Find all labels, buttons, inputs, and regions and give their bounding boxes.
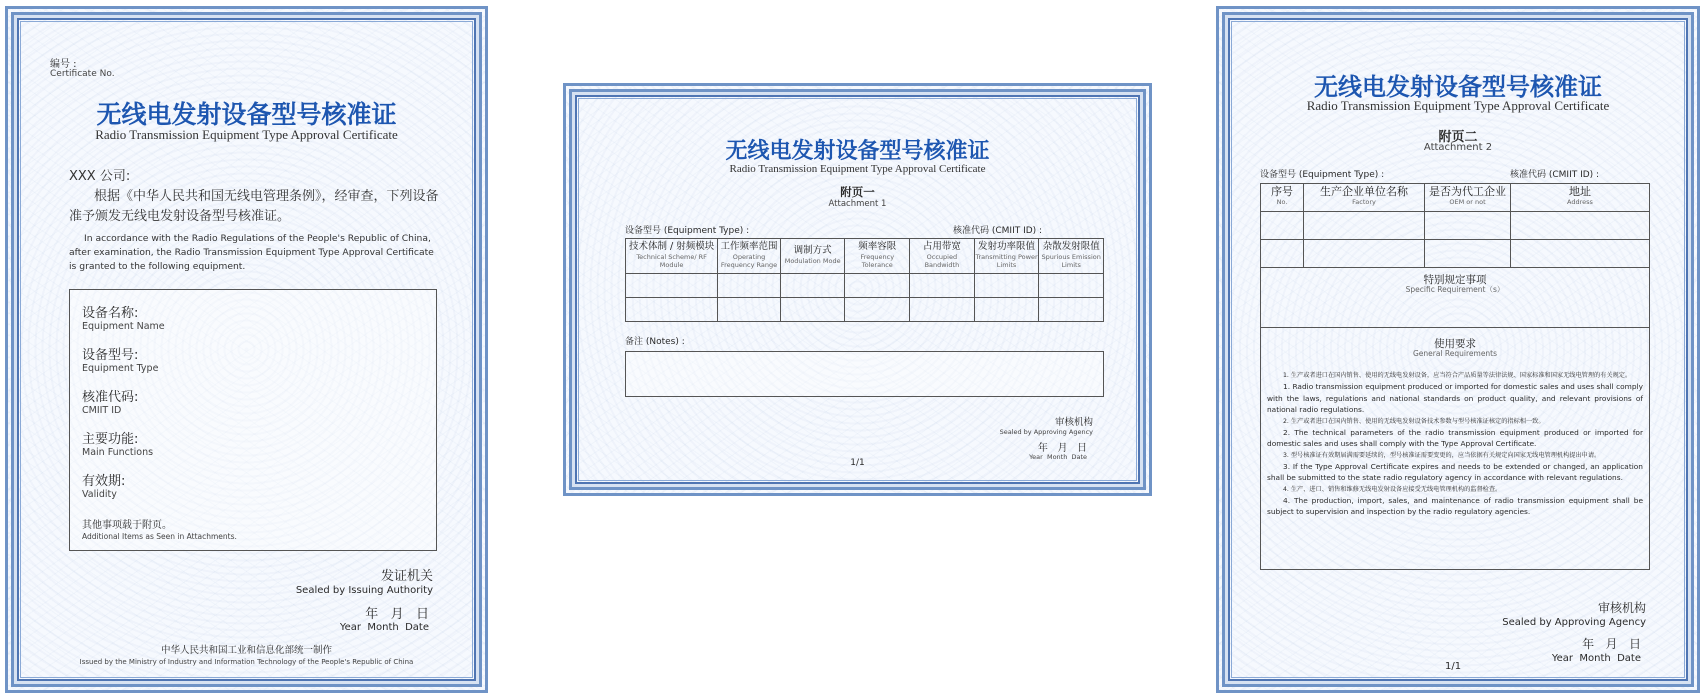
attachment-2-title-en: Radio Transmission Equipment Type Approval Certificate (1306, 98, 1610, 113)
column-header-en: Transmitting Power Limits (975, 253, 1038, 269)
requirement-text: 2. The technical parameters of the radio transmission equipment produced or imported for domestic sales and uses shall comply with the Type Approval Certificate. (1267, 427, 1643, 448)
column-header-en: Frequency Tolerance (860, 253, 895, 269)
requirement-text: 2. 生产或者进口在国内销售、使用的无线电发射设备技术参数与型号核准证核定的指标相一致。 (1283, 417, 1545, 425)
column-header-cn: 生产企业单位名称 (1320, 185, 1408, 198)
attachment-2-sheet (1216, 6, 1700, 693)
attachment-1-sheet (563, 83, 1152, 496)
column-header-cn: 是否为代工企业 (1429, 185, 1506, 198)
special-requirements-title-en: Specific Requirement（s） (1405, 285, 1505, 294)
date-label-en: Year Month Date (1029, 453, 1087, 461)
factory-table (1260, 183, 1650, 570)
attachment-1-subtitle-en: Attachment 1 (828, 199, 887, 209)
column-header (1511, 184, 1650, 212)
column-header (780, 239, 845, 274)
attachment-2-title: 无线电发射设备型号核准证 (1314, 72, 1602, 101)
attachment-1-subtitle: 附页一 (840, 185, 875, 199)
page-number: 1/1 (1445, 661, 1462, 672)
attachment-1-title: 无线电发射设备型号核准证 (725, 138, 990, 164)
approving-agency-label: 审核机构 (1597, 601, 1646, 615)
intro-text-en-1: In accordance with the Radio Regulations of the People's Republic of China, (84, 233, 431, 244)
page-number: 1/1 (850, 458, 865, 468)
requirement-text: 1. 生产或者进口在国内销售、使用的无线电发射设备，应当符合产品质量等法律法规、国家标准和国家无线电管理的有关规定。 (1283, 372, 1632, 379)
issuer-en: Issued by the Ministry of Industry and Information Technology of the People's Republic of China (79, 658, 414, 666)
column-header (1261, 184, 1304, 212)
cmiit-id-label: 核准代码: (82, 390, 139, 405)
column-header-en: Technical Scheme/ RF Module (636, 253, 707, 269)
equipment-info-box (69, 289, 437, 551)
table-row (626, 298, 1104, 322)
notes-box (625, 351, 1104, 397)
column-header-cn: 工作频率范围 (720, 241, 778, 252)
table-row (1261, 212, 1650, 240)
approving-agency-label: 审核机构 (1054, 417, 1093, 428)
column-header-en: Address (1567, 198, 1593, 206)
column-header-cn: 地址 (1569, 185, 1591, 198)
notes-label: 备注 (Notes) : (625, 337, 685, 347)
certificate-no-label-en: Certificate No. (50, 69, 115, 79)
column-header-cn: 发射功率限值 (978, 241, 1036, 252)
column-header (626, 239, 718, 274)
column-header-en: Operating Frequency Range (720, 253, 778, 269)
column-header-cn: 技术体制 / 射频模块 (628, 241, 715, 252)
main-certificate (5, 6, 488, 693)
requirement-text: 1. Radio transmission equipment produced or imported for domestic sales and uses shall comply with the laws, regulations and national standards on product quality, and relevant provisions of national radio regulations. (1267, 382, 1643, 414)
general-requirements-title: 使用要求 (1434, 338, 1476, 350)
column-header (718, 239, 781, 274)
column-header-cn: 调制方式 (793, 245, 832, 256)
equipment-name-label: 设备名称: (82, 306, 139, 321)
requirement-text: 4. The production, import, sales, and maintenance of radio transmission equipment shall be subject to supervision and inspection by the radio regulatory agencies. (1267, 495, 1643, 516)
technical-parameters-table (625, 238, 1104, 322)
issuer-cn: 中华人民共和国工业和信息化部统一制作 (160, 645, 332, 656)
date-label: 年 月 日 (365, 607, 429, 622)
certificate-title: 无线电发射设备型号核准证 (96, 100, 397, 129)
certificate-title-en: Radio Transmission Equipment Type Approval Certificate (95, 127, 398, 142)
requirement-text: 3. 型号核准证有效期届满需要延续的，型号核准证需要变更的，应当依据有关规定向国家无线电管理机构提出申请。 (1283, 451, 1601, 459)
column-header (845, 239, 910, 274)
other-items-note: 其他事项载于附页。 (82, 520, 172, 531)
company-name: XXX 公司: (69, 169, 131, 184)
date-label: 年 月 日 (1582, 637, 1641, 651)
intro-text-en-3: is granted to the following equipment. (69, 261, 246, 272)
intro-text-cn-1: 根据《中华人民共和国无线电管理条例》，经审查，下列设备 (94, 189, 439, 204)
approving-agency-label-en: Sealed by Approving Agency (1502, 617, 1646, 628)
intro-text-cn-2: 准予颁发无线电发射设备型号核准证。 (69, 209, 291, 224)
validity-label-en: Validity (82, 489, 117, 500)
equipment-type-label: 设备型号 (Equipment Type) : (1260, 170, 1385, 180)
column-header-en: Modulation Mode (784, 257, 841, 265)
column-header-en: Occupied Bandwidth (924, 253, 960, 269)
column-header (1425, 184, 1511, 212)
column-header-cn: 杂散发射限值 (1042, 241, 1100, 252)
cmiit-id-label: 核准代码 (CMIIT ID) : (953, 226, 1043, 236)
certificate-no-label: 编号 : (50, 59, 77, 70)
column-header (910, 239, 975, 274)
date-label: 年 月 日 (1037, 443, 1087, 454)
validity-label: 有效期: (82, 474, 126, 489)
general-requirements-title-en: General Requirements (1412, 349, 1498, 358)
attachment-1-title-en: Radio Transmission Equipment Type Approval Certificate (729, 163, 986, 175)
column-header-cn: 序号 (1271, 185, 1293, 198)
column-header (974, 239, 1039, 274)
requirement-text: 4. 生产、进口、销售和维修无线电发射设备应接受无线电管理机构的监督检查。 (1283, 485, 1502, 493)
issuing-authority-label-en: Sealed by Issuing Authority (295, 585, 433, 596)
intro-text-en-2: after examination, the Radio Transmission Equipment Type Approval Certificate (69, 247, 434, 258)
cmiit-id-label: 核准代码 (CMIIT ID) : (1510, 170, 1600, 180)
approving-agency-label-en: Sealed by Approving Agency (999, 428, 1093, 436)
table-header-row (626, 239, 1104, 274)
table-header-row (1261, 184, 1650, 212)
column-header-cn: 频率容限 (858, 241, 897, 252)
general-requirements-row (1261, 328, 1650, 570)
table-row (1261, 240, 1650, 268)
column-header-en: Spurious Emission Limits (1041, 253, 1101, 269)
requirement-text: 3. If the Type Approval Certificate expires and needs to be extended or changed, an application shall be submitted to the state radio regulatory agency in accordance with relevant regulations. (1267, 461, 1643, 482)
table-row (626, 274, 1104, 298)
equipment-type-label: 设备型号 (Equipment Type) : (625, 226, 750, 236)
main-functions-label-en: Main Functions (82, 447, 154, 458)
column-header-en: No. (1276, 198, 1288, 206)
column-header (1039, 239, 1104, 274)
main-functions-label: 主要功能: (82, 432, 139, 447)
equipment-type-label-en: Equipment Type (82, 363, 159, 374)
special-requirements-title: 特别规定事项 (1423, 274, 1487, 286)
column-header-en: OEM or not (1449, 198, 1486, 206)
issuing-authority-label: 发证机关 (380, 569, 433, 584)
cmiit-id-label-en: CMIIT ID (82, 405, 122, 416)
column-header-en: Factory (1352, 198, 1376, 206)
equipment-name-label-en: Equipment Name (82, 321, 165, 332)
column-header-cn: 占用带宽 (922, 241, 961, 252)
column-header (1304, 184, 1425, 212)
other-items-note-en: Additional Items as Seen in Attachments. (82, 532, 237, 541)
attachment-2-subtitle: 附页二 (1438, 130, 1478, 145)
special-requirements-row (1261, 268, 1650, 328)
date-label-en: Year Month Date (339, 622, 429, 633)
equipment-type-label: 设备型号: (82, 348, 139, 363)
attachment-2-subtitle-en: Attachment 2 (1423, 142, 1493, 153)
date-label-en: Year Month Date (1551, 653, 1641, 664)
